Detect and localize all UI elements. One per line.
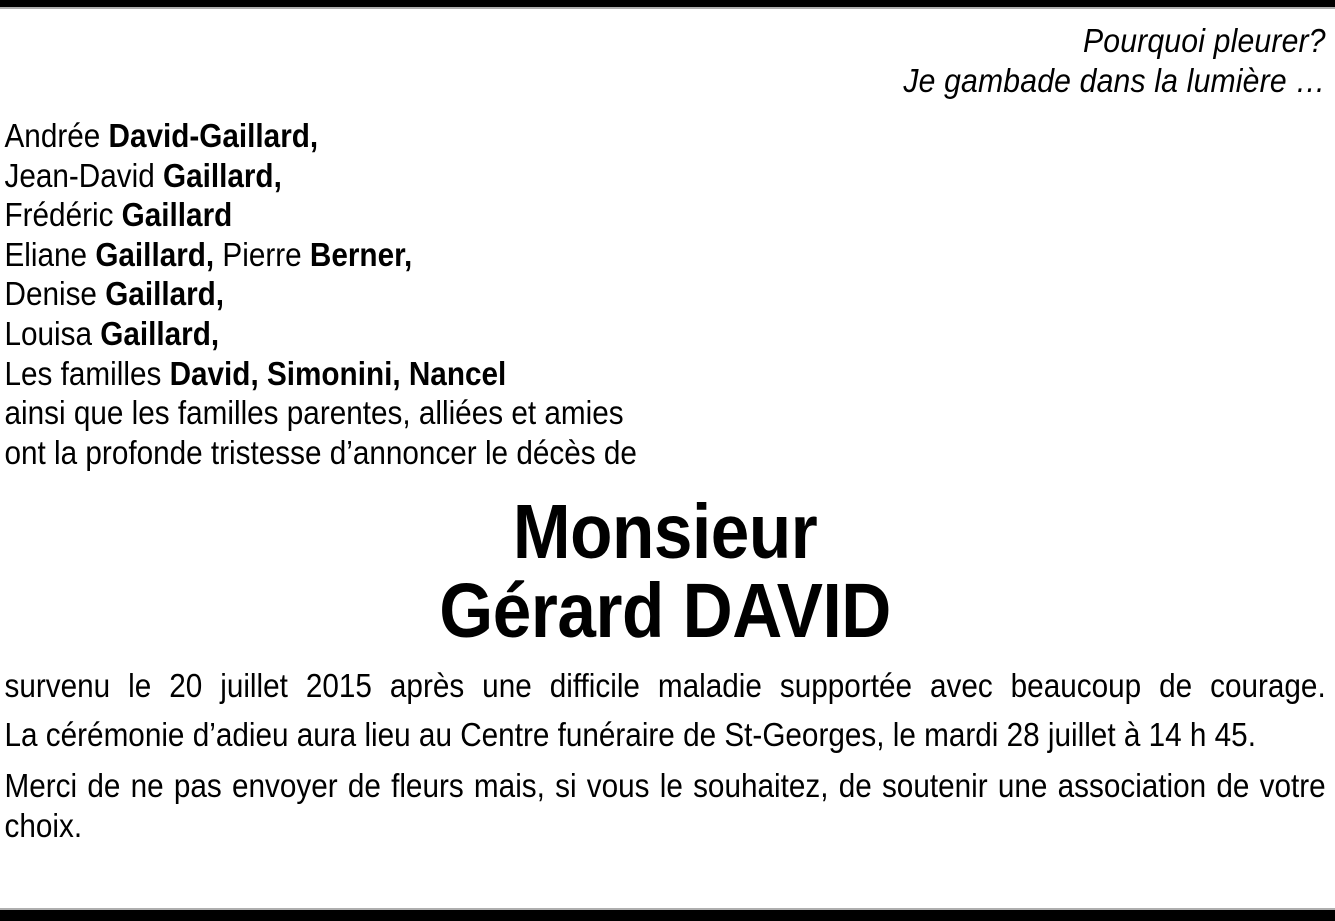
bottom-black-rule <box>0 910 1335 921</box>
epitaph <box>5 22 1326 101</box>
family-line <box>5 433 1326 473</box>
family-line <box>5 393 1326 433</box>
family-names-block <box>5 116 1326 472</box>
family-line-text: Eliane <box>4 235 96 273</box>
epitaph-line-1: Pourquoi pleurer? <box>1082 23 1326 60</box>
family-surname: David-Gaillard, <box>108 117 319 154</box>
family-line-text: Louisa <box>4 314 101 352</box>
family-surname: Gaillard <box>121 196 233 234</box>
family-surname: Gaillard, <box>162 156 282 194</box>
family-line <box>5 274 1326 314</box>
family-line-text: Denise <box>4 275 106 313</box>
family-line <box>5 314 1326 354</box>
paragraph-death-announcement: survenu le 20 juillet 2015 après une difficile maladie supportée avec beaucoup de courage. <box>4 667 1326 705</box>
bottom-rules <box>0 908 1335 921</box>
family-line-text: ainsi que les familles parentes, alliées et amies <box>4 394 624 432</box>
notice-content <box>0 22 1335 846</box>
top-black-rule <box>0 0 1335 7</box>
family-surname: Berner, <box>309 235 413 273</box>
family-surname: Gaillard, <box>95 235 215 273</box>
family-line <box>5 156 1326 196</box>
family-line-text: ont la profonde tristesse d’annoncer le décès de <box>4 433 637 471</box>
deceased-name: Gérard DAVID <box>439 568 891 655</box>
family-line-text: Jean-David <box>4 156 163 194</box>
family-line <box>5 116 1326 156</box>
family-surname: David, Simonini, Nancel <box>169 354 507 392</box>
deceased-title: Monsieur <box>512 489 818 576</box>
family-line-text: Andrée <box>4 117 109 154</box>
family-line-text: Les familles <box>4 354 170 392</box>
family-line <box>5 235 1326 275</box>
paragraph-ceremony-details: La cérémonie d’adieu aura lieu au Centre funéraire de St-Georges, le mardi 28 juillet à 14 h 45. <box>4 716 1256 754</box>
family-line <box>5 195 1326 235</box>
deceased-heading <box>5 489 1326 655</box>
family-line <box>5 354 1326 394</box>
family-line-text: Pierre <box>214 235 310 273</box>
paragraph-flowers-request: Merci de ne pas envoyer de fleurs mais, si vous le souhaitez, de soutenir une association de votre choix. <box>4 767 1326 845</box>
family-line-text: Frédéric <box>4 196 122 234</box>
family-surname: Gaillard, <box>100 314 220 352</box>
top-gray-hairline <box>0 7 1335 9</box>
family-surname: Gaillard, <box>105 275 225 313</box>
epitaph-line-2: Je gambade dans la lumière … <box>903 62 1326 100</box>
